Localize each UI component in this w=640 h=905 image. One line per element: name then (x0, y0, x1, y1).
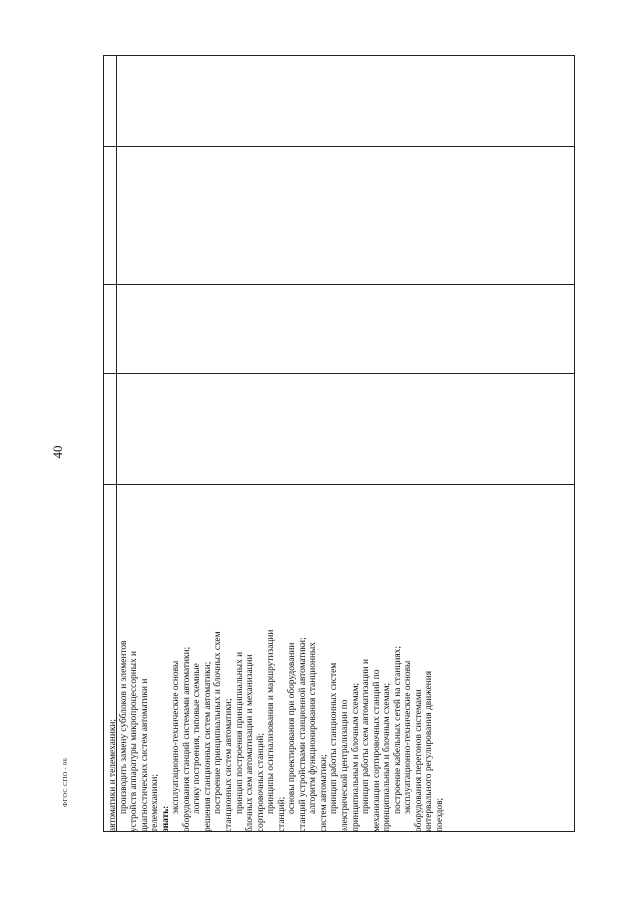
cell-text-line: автоматики и телемеханики; (108, 718, 118, 832)
cell-text-line: сортировочных станций; (255, 733, 266, 832)
cell-text-line: алгоритм функционирования станционных (308, 642, 319, 814)
cell-text-line: принцип построения принципиальных и (234, 651, 245, 814)
cell-text-line: принципы осигнализования и маршрутизации (266, 629, 277, 814)
cell-text-line: поездов; (434, 797, 445, 832)
column-divider (104, 484, 574, 485)
cell-text-line: станционных систем автоматики; (224, 698, 235, 832)
cell-text-line: станций устройствами станционной автоматики; (297, 637, 308, 832)
cell-text-line: электрической централизации по (340, 699, 351, 832)
cell-text-line: оборудования перегонов системами (413, 689, 424, 832)
cell-text-line: станций; (276, 796, 287, 832)
cell-text-line: эксплуатационно-технические основы (171, 660, 182, 814)
page-number: 40 (50, 445, 65, 459)
cell-text-line: построение принципиальных и блочных схем (213, 631, 224, 814)
cell-text-line: решения станционных систем автоматики; (202, 661, 213, 832)
cell-text-line: диагностических систем автоматики и (139, 678, 150, 832)
cell-text-line: механизации сортировочных станций по (371, 669, 382, 832)
cell-text-line: эксплуатационно-технические основы (403, 660, 414, 814)
cell-text-line: устройств аппаратуры микропроцессорных и (129, 650, 140, 832)
cell-text-line: телемеханики; (150, 773, 161, 832)
competency-text-cell (108, 487, 573, 832)
cell-text-line: знать: (160, 805, 171, 832)
cell-text-line: принципиальным и блочным схемам; (382, 682, 393, 832)
cell-text-line: логику построения, типовые схемные (192, 663, 203, 814)
column-divider (104, 373, 574, 374)
cell-text-line: блочных схем автоматизации и механизации (245, 654, 256, 832)
cell-text-line: оборудования станций системами автоматики; (181, 646, 192, 832)
cell-text-line: принцип работы станционных систем (329, 662, 340, 814)
cell-text-line: принципиальным и блочным схемам; (350, 682, 361, 832)
cell-text-line: интервального регулирования движения (424, 670, 435, 832)
cell-text-line: построение кабельных сетей на станциях; (392, 646, 403, 814)
cell-text-line: производить замену субблоков и элементов (118, 640, 129, 814)
column-divider (104, 146, 574, 147)
cell-text-line: принцип работы схем автоматизации и (361, 659, 372, 814)
cell-text-line: систем автоматики; (318, 754, 329, 832)
column-divider (104, 284, 574, 285)
cell-text-line: основы проектирования при оборудовании (287, 642, 298, 814)
footer-label: ФГОС СПО - 06 (62, 757, 69, 807)
